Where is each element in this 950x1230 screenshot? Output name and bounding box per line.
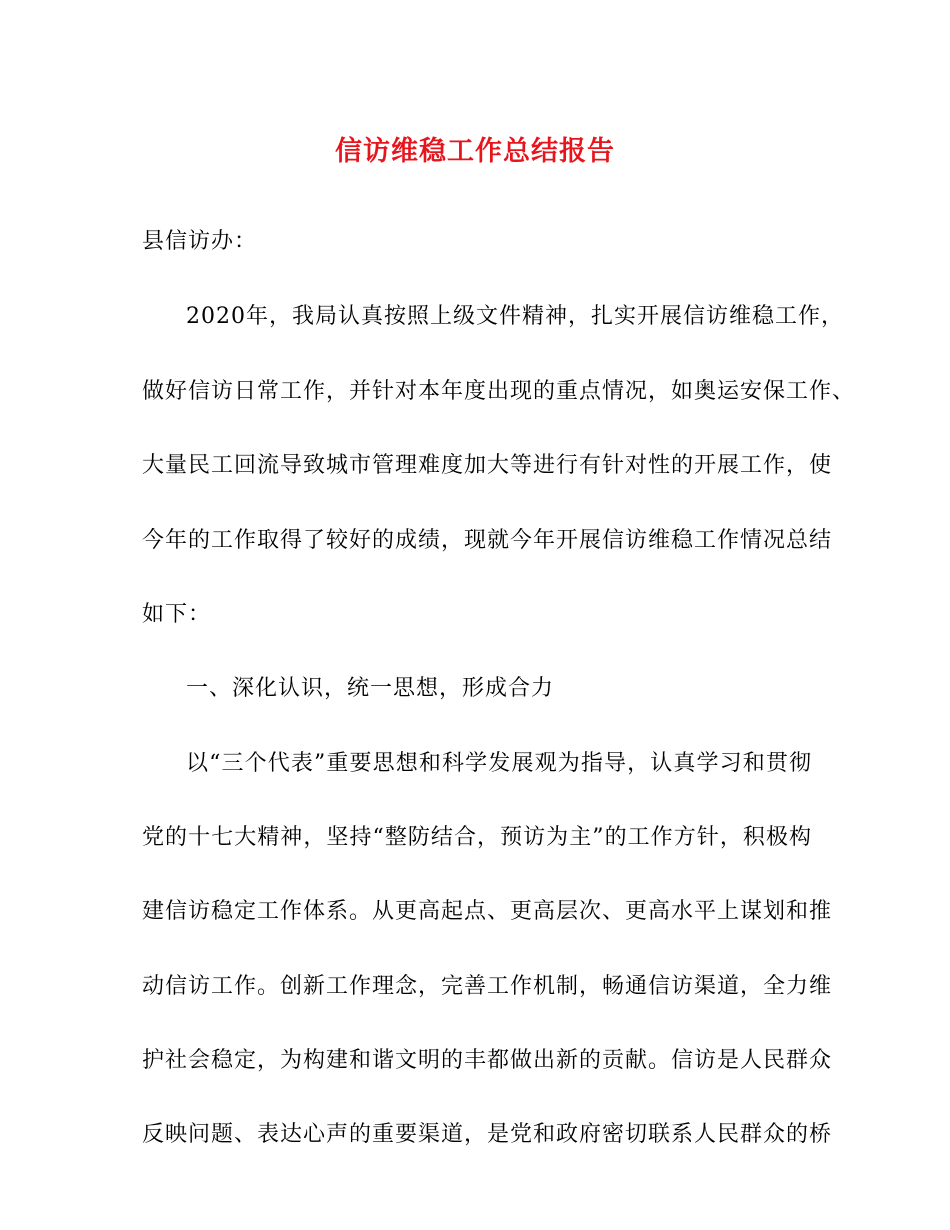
- paragraph-line: 党的十七大精神，坚持“整防结合，预访为主”的工作方针，积极构: [142, 825, 812, 850]
- paragraph-line: 2020年，我局认真按照上级文件精神，扎实开展信访维稳工作，: [186, 304, 844, 329]
- paragraph-line: 建信访稳定工作体系。从更高起点、更高层次、更高水平上谋划和推: [142, 899, 833, 924]
- paragraph-line: 动信访工作。创新工作理念，完善工作机制，畅通信访渠道，全力维: [142, 974, 833, 999]
- paragraph-line: 今年的工作取得了较好的成绩，现就今年开展信访维稳工作情况总结: [142, 528, 833, 553]
- paragraph-line: 反映问题、表达心声的重要渠道，是党和政府密切联系人民群众的桥: [142, 1122, 833, 1147]
- paragraph-line: 护社会稳定，为构建和谐文明的丰都做出新的贡献。信访是人民群众: [142, 1048, 833, 1073]
- paragraph-line: 做好信访日常工作，并针对本年度出现的重点情况，如奥运安保工作、: [142, 379, 856, 404]
- paragraph-line: 以“三个代表”重要思想和科学发展观为指导，认真学习和贯彻: [186, 751, 812, 776]
- section-heading: 一、深化认识，统一思想，形成合力: [186, 676, 555, 701]
- document-title: 信访维稳工作总结报告: [335, 136, 615, 167]
- salutation: 县信访办：: [142, 229, 258, 254]
- paragraph-line: 如下：: [142, 602, 212, 627]
- paragraph-line: 大量民工回流导致城市管理难度加大等进行有针对性的开展工作，使: [142, 453, 833, 478]
